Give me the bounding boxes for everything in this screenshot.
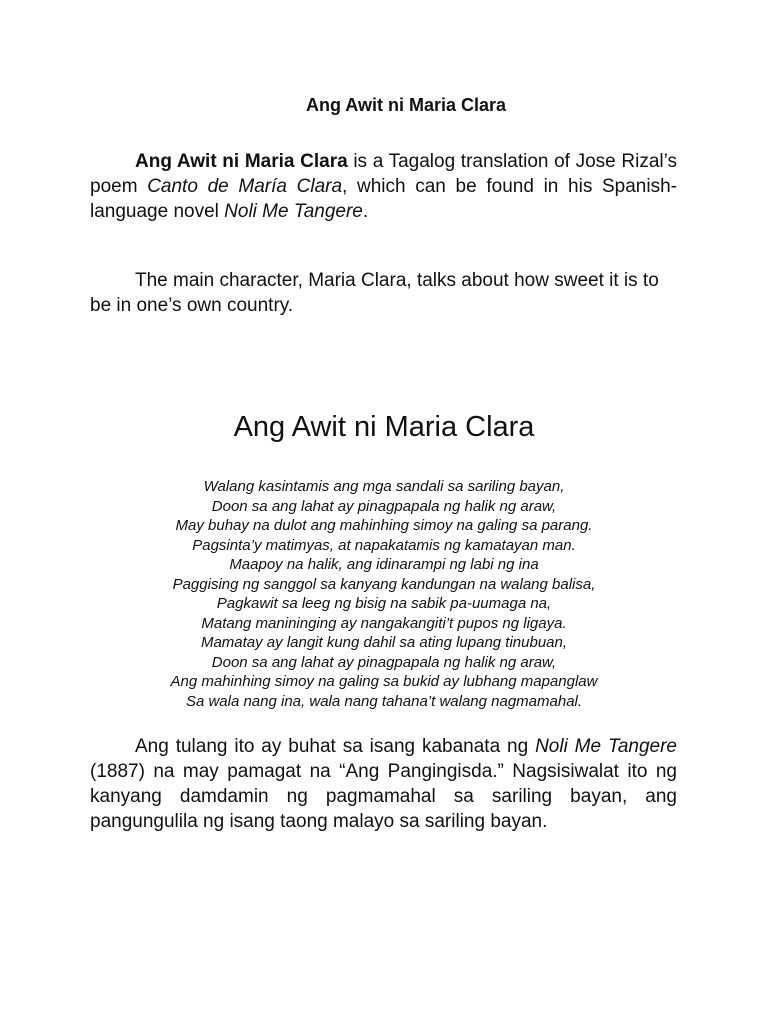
summary-paragraph: The main character, Maria Clara, talks about how sweet it is to be in one’s own country. [90, 270, 659, 316]
intro-bold-title: Ang Awit ni Maria Clara [135, 151, 348, 172]
poem-line: Maapoy na halik, ang idinarampi ng labi ng ina [229, 556, 539, 573]
closing-text-2: (1887) na may pamagat na “Ang Pangingisda.” Nagsisiwalat ito ng kanyang damdamin ng pagmamahal sa sariling bayan, ang pangungulila ng isang taong malayo sa sariling bayan. [90, 761, 677, 832]
closing-novel-title: Noli Me Tangere [535, 736, 677, 757]
poem-line: May buhay na dulot ang mahinhing simoy na galing sa parang. [175, 517, 593, 534]
poem-stanza [0, 477, 768, 711]
intro-paragraph [90, 149, 677, 224]
closing-paragraph [90, 734, 677, 834]
intro-text-3: . [362, 201, 369, 222]
poem-line: Matang manininging ay nangakangiti’t pupos ng ligaya. [201, 614, 567, 632]
document-title: Ang Awit ni Maria Clara [305, 95, 507, 115]
poem-line: Pagkawit sa leeg ng bisig na sabik pa-uumaga na, [216, 595, 552, 612]
intro-text-1: is a Tagalog translation of Jose Rizal’s poem [90, 151, 678, 197]
intro-text-2: , which can be found in his Spanish-language novel [90, 176, 677, 222]
poem-line: Doon sa ang lahat ay pinagpapala ng halik ng araw, [211, 497, 557, 515]
intro-novel-title: Noli Me Tangere [224, 201, 363, 222]
poem-line: Paggising ng sanggol sa kanyang kandungan na walang balisa, [172, 575, 596, 593]
poem-line: Doon sa ang lahat ay pinagpapala ng halik ng araw, [211, 653, 557, 671]
poem-line: Mamatay ay langit kung dahil sa ating lupang tinubuan, [200, 634, 568, 651]
intro-poem-title: Canto de María Clara [147, 176, 343, 197]
poem-line: Sa wala nang ina, wala nang tahana’t walang nagmamahal. [185, 692, 583, 710]
poem-line: Walang kasintamis ang mga sandali sa sariling bayan, [203, 478, 565, 495]
poem-title: Ang Awit ni Maria Clara [233, 411, 535, 443]
poem-line: Pagsinta’y matimyas, at napakatamis ng kamatayan man. [192, 536, 576, 554]
poem-line: Ang mahinhing simoy na galing sa bukid ay lubhang mapanglaw [170, 673, 598, 690]
closing-text-1: Ang tulang ito ay buhat sa isang kabanata ng [135, 736, 536, 757]
